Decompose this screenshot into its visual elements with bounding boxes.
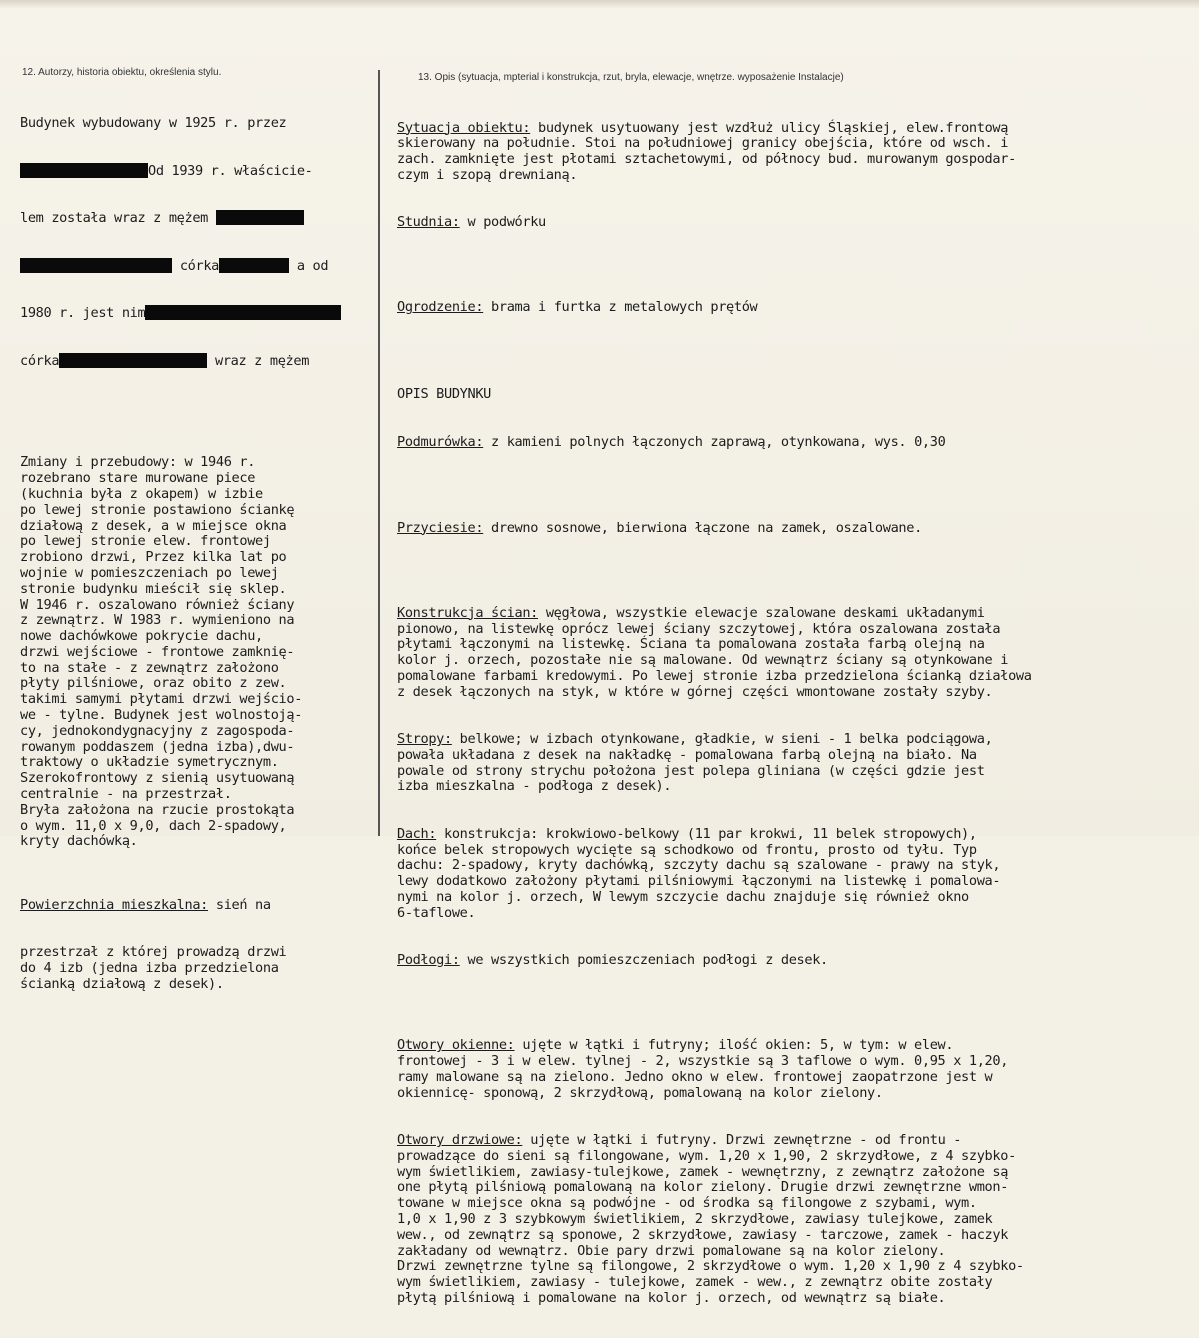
- doors-line: [397, 1196, 1199, 1212]
- changes-line-text: rowanym poddaszem (jedna izba),dwu-: [20, 738, 295, 755]
- changes-line: [20, 645, 375, 661]
- changes-line-text: W 1946 r. oszalowano również ściany: [20, 596, 295, 613]
- redaction-bar: [145, 305, 341, 320]
- doors-line: [397, 1165, 1199, 1181]
- well-label: Studnia:: [397, 214, 460, 231]
- authors-text: lem została wraz z mężem: [20, 210, 209, 227]
- changes-line: [20, 519, 375, 535]
- changes-line: [20, 740, 375, 756]
- column-divider: [378, 70, 380, 836]
- redaction-bar: [219, 258, 289, 273]
- roof-text: nymi na kolor j. orzech, W lewym szczycie dachu znajduje się również okno: [397, 889, 969, 906]
- changes-line-text: rozebrano stare murowane piece: [20, 470, 256, 487]
- doors-line: [397, 1149, 1199, 1165]
- roof-line: [397, 906, 1199, 922]
- roof-text: konstrukcja: krokwiowo-belkowy (11 par krokwi, 11 belek stropowych),: [436, 825, 977, 842]
- doors-line: [397, 1244, 1199, 1260]
- changes-line-text: drzwi wejściowe - frontowe zamknię-: [20, 643, 295, 660]
- ceilings-text: powale od strony strychu położona jest polepa gliniana (w części gdzie jest: [397, 762, 985, 779]
- walls-line: [397, 622, 1199, 638]
- area-label: Powierzchnia mieszkalna:: [20, 896, 209, 913]
- doors-text: płytą pilśniową i pomalowane na kolor j. orzech, od wewnątrz są białe.: [397, 1289, 946, 1306]
- redaction-bar: [59, 353, 207, 368]
- situation-section: [397, 121, 1199, 184]
- situation-text: skierowany na południe. Stoi na południowej granicy obejścia, które od wsch. i: [397, 135, 1009, 152]
- ceilings-section: [397, 732, 1199, 795]
- area-line-text: do 4 izb (jedna izba przedzielona: [20, 959, 279, 976]
- changes-line: [20, 755, 375, 771]
- authors-line: [20, 163, 375, 179]
- walls-text: z desek łączonych na styk, w które w górnej części wmontowane zostały szyby.: [397, 683, 993, 700]
- windows-section: [397, 1038, 1199, 1101]
- section-12-header: 12. Autorzy, historia obiektu, określenia stylu.: [22, 67, 222, 78]
- changes-line-text: zrobiono drzwi, Przez kilka lat po: [20, 549, 287, 566]
- changes-line: [20, 692, 375, 708]
- roof-line: [397, 890, 1199, 906]
- ceilings-line: [397, 748, 1199, 764]
- building-title: [397, 387, 1199, 403]
- changes-line-text: płyty pilśniowe, oraz obito z zew.: [20, 675, 287, 692]
- walls-text: kolor j. orzech, pozostałe nie są malowane. Od wewnątrz ściany są otynkowane i: [397, 652, 1009, 669]
- description-column: [397, 89, 1199, 1338]
- changes-line-text: Zmiany i przebudowy: w 1946 r.: [20, 454, 256, 471]
- authors-line: [20, 353, 375, 369]
- walls-section: [397, 606, 1199, 701]
- changes-line-text: cy, jednokondygnacyjny z zagospoda-: [20, 722, 295, 739]
- authors-text: córka: [179, 257, 220, 274]
- roof-text: końce belek stropowych wycięte są schodkowo od frontu, prosto od tyłu. Typ: [397, 841, 977, 858]
- area-line-text: ścianką działową z desek).: [20, 975, 224, 992]
- changes-line-text: centralnie - na przestrzał.: [20, 786, 232, 803]
- changes-paragraph: [20, 455, 375, 850]
- ceilings-line: [397, 732, 1199, 748]
- doors-text: ujęte w łątki i futryny. Drzwi zewnętrzne - od frontu -: [522, 1132, 962, 1148]
- authors-text: Budynek wybudowany w 1925 r. przez: [20, 114, 287, 131]
- sill-label: Przyciesie:: [397, 519, 484, 536]
- changes-line-text: z zewnątrz. W 1983 r. wymieniono na: [20, 612, 295, 629]
- doors-label: Otwory drzwiowe:: [397, 1132, 523, 1148]
- foundation-line: [397, 435, 1199, 451]
- doors-text: towane w miejsce okna są podwójne - od środka są filongowe z szybami, wym.: [397, 1195, 977, 1212]
- windows-text: ramy malowane są na zielono. Jedno okno w elew. frontowej zaopatrzone jest w: [397, 1068, 993, 1085]
- changes-line-text: we - tylne. Budynek jest wolnostoją-: [20, 707, 303, 724]
- authors-line: [20, 258, 375, 274]
- changes-line: [20, 708, 375, 724]
- changes-line-text: Bryła założona na rzucie prostokąta: [20, 801, 295, 818]
- walls-text: pionowo, na listewkę oprócz lewej ściany szczytowej, która oszalowana została: [397, 620, 1001, 637]
- changes-line: [20, 787, 375, 803]
- well-line: [397, 215, 1199, 231]
- changes-line: [20, 582, 375, 598]
- changes-line: [20, 834, 375, 850]
- authors-line: [20, 210, 375, 226]
- changes-line-text: wojnie w pomieszczeniach po lewej: [20, 564, 279, 581]
- area-line-text: przestrzał z której prowadzą drzwi: [20, 944, 287, 961]
- doors-line: [397, 1133, 1199, 1149]
- roof-section: [397, 827, 1199, 922]
- windows-text: frontowej - 3 i w elew. tylnej - 2, wszystkie są 3 taflowe o wym. 0,95 x 1,20,: [397, 1053, 1009, 1070]
- changes-line: [20, 550, 375, 566]
- fence-text: brama i furtka z metalowych prętów: [483, 299, 758, 316]
- windows-text: ujęte w łątki i futryny; ilość okien: 5, w tym: w elew.: [514, 1037, 954, 1054]
- doors-line: [397, 1180, 1199, 1196]
- doors-line: [397, 1275, 1199, 1291]
- roof-text: dachu: 2-spadowy, kryty dachówką, szczyty dachu są szalowane - prawy na styk,: [397, 857, 1001, 874]
- changes-line: [20, 598, 375, 614]
- situation-text: budynek usytuowany jest wzdłuż ulicy Śląskiej, elew.frontową: [530, 119, 1009, 136]
- doors-text: prowadzące do sieni są filongowane, wym. 1,20 x 1,90, 2 skrzydłowe, z 4 szybko-: [397, 1147, 1016, 1164]
- changes-line: [20, 676, 375, 692]
- changes-line: [20, 819, 375, 835]
- situation-label: Sytuacja obiektu:: [397, 119, 531, 136]
- roof-line: [397, 827, 1199, 843]
- changes-line-text: o wym. 11,0 x 9,0, dach 2-spadowy,: [20, 817, 287, 834]
- authors-text: Od 1939 r. właścicie-: [148, 162, 313, 179]
- situation-line: [397, 152, 1199, 168]
- changes-line-text: traktowy o układzie symetrycznym.: [20, 754, 279, 771]
- changes-line-text: po lewej stronie postawiono ściankę: [20, 501, 295, 518]
- situation-line: [397, 168, 1199, 184]
- doors-text: one płytą pilśniową pomalowaną na kolor zielony. Drugie drzwi zewnętrzne wmon-: [397, 1179, 1009, 1196]
- area-line: [20, 945, 375, 961]
- floors-text: we wszystkich pomieszczeniach podłogi z desek.: [459, 952, 828, 969]
- sill-line: [397, 521, 1199, 537]
- authors-line: [20, 116, 375, 132]
- ceilings-text: powała układana z desek na nakładkę - pomalowana farbą olejną na biało. Na: [397, 746, 977, 763]
- roof-line: [397, 858, 1199, 874]
- building-title-text: OPIS BUDYNKU: [397, 386, 492, 403]
- changes-line: [20, 613, 375, 629]
- fence-line: [397, 300, 1199, 316]
- walls-text: pomalowane farbami kredowymi. Po lewej stronie izba przedzielona ścianką działowa: [397, 667, 1032, 684]
- changes-line: [20, 771, 375, 787]
- ceilings-label: Stropy:: [397, 731, 452, 748]
- changes-line-text: kryty dachówką.: [20, 833, 138, 850]
- authors-text: córka: [20, 352, 60, 369]
- windows-label: Otwory okienne:: [397, 1037, 515, 1054]
- page-fold: [0, 0, 1199, 8]
- redaction-bar: [216, 210, 304, 225]
- walls-line: [397, 653, 1199, 669]
- doors-line: [397, 1259, 1199, 1275]
- area-paragraph: [20, 945, 375, 992]
- authors-text: 1980 r. jest nim: [20, 305, 146, 322]
- area-line: [20, 898, 375, 914]
- authors-line: [20, 305, 375, 321]
- fence-label: Ogrodzenie:: [397, 299, 484, 316]
- roof-line: [397, 874, 1199, 890]
- changes-line: [20, 661, 375, 677]
- floors-label: Podłogi:: [397, 952, 460, 969]
- walls-label: Konstrukcja ścian:: [397, 604, 539, 621]
- ceilings-text: belkowe; w izbach otynkowane, gładkie, w sieni - 1 belka podciągowa,: [451, 731, 993, 748]
- authors-text: a od: [296, 257, 329, 274]
- walls-line: [397, 685, 1199, 701]
- changes-line: [20, 629, 375, 645]
- doors-text: wym świetlikiem, zawiasy - tulejkowe, zamek - wew., z zewnątrz obite zostały: [397, 1274, 993, 1291]
- doors-text: Drzwi zewnętrzne tylne są filongowe, 2 skrzydłowe o wym. 1,20 x 1,90 z 4 szybko-: [397, 1258, 1024, 1275]
- windows-text: okiennicę- sponową, 2 skrzydłową, pomalowaną na kolor zielony.: [397, 1084, 883, 1101]
- doors-text: zakładany od wewnątrz. Obie pary drzwi pomalowane są na kolor zielony.: [397, 1242, 946, 1259]
- windows-line: [397, 1086, 1199, 1102]
- walls-line: [397, 669, 1199, 685]
- doors-text: wym świetlikiem, zawiasy-tulejkowe, zamek - wewnętrzny, z zewnątrz założone są: [397, 1163, 1009, 1180]
- changes-line-text: to na stałe - z zewnątrz założono: [20, 659, 279, 676]
- doors-text: 1,0 x 1,90 z 3 szybkowym świetlikiem, 2 skrzydłowe, zawiasy tulejkowe, zamek: [397, 1210, 993, 1227]
- floors-line: [397, 953, 1199, 969]
- changes-line-text: po lewej stronie elew. frontowej: [20, 533, 271, 550]
- roof-label: Dach:: [397, 825, 437, 842]
- changes-line: [20, 503, 375, 519]
- history-column: [20, 84, 375, 1024]
- changes-line: [20, 534, 375, 550]
- roof-line: [397, 843, 1199, 859]
- area-text: sień na: [208, 896, 271, 913]
- walls-line: [397, 637, 1199, 653]
- ceilings-line: [397, 764, 1199, 780]
- changes-line: [20, 455, 375, 471]
- doors-section: [397, 1133, 1199, 1307]
- redaction-bar: [20, 258, 172, 273]
- doors-line: [397, 1212, 1199, 1228]
- changes-line-text: działową z desek, a w miejsce okna: [20, 517, 287, 534]
- authors-text: wraz z mężem: [215, 352, 310, 369]
- doors-text: wew., od zewnątrz są sponowe, 2 skrzydłowe, zawiasy - tarczowe, zamek - haczyk: [397, 1226, 1009, 1243]
- area-line: [20, 961, 375, 977]
- sill-text: drewno sosnowe, bierwiona łączone na zamek, oszalowane.: [483, 519, 922, 536]
- doors-line: [397, 1291, 1199, 1307]
- doors-line: [397, 1228, 1199, 1244]
- changes-line-text: (kuchnia była z okapem) w izbie: [20, 485, 263, 502]
- situation-line: [397, 121, 1199, 137]
- ceilings-text: izba mieszkalna - podłoga z desek).: [397, 778, 672, 795]
- walls-text: płytami łączonymi na listewkę. Ściana ta pomalowana została farbą olejną na: [397, 636, 985, 653]
- changes-line-text: takimi samymi płytami drzwi wejścio-: [20, 691, 303, 708]
- foundation-text: z kamieni polnych łączonych zaprawą, otynkowana, wys. 0,30: [483, 433, 946, 450]
- changes-line-text: Szerokofrontowy z sienią usytuowaną: [20, 770, 295, 787]
- changes-line: [20, 803, 375, 819]
- roof-text: 6-taflowe.: [397, 904, 476, 921]
- changes-line: [20, 724, 375, 740]
- windows-line: [397, 1054, 1199, 1070]
- situation-text: czym i szopą drewnianą.: [397, 166, 578, 183]
- walls-text: węgłowa, wszystkie elewacje szalowane deskami układanymi: [538, 604, 985, 621]
- foundation-label: Podmurówka:: [397, 433, 484, 450]
- changes-line: [20, 471, 375, 487]
- walls-line: [397, 606, 1199, 622]
- situation-line: [397, 136, 1199, 152]
- situation-text: zach. zamknięte jest płotami sztachetowymi, od północy bud. murowanym gospodar-: [397, 151, 1016, 168]
- roof-text: lewy dodatkowo założony płytami pilśniowymi łączonymi na listewkę i pomalowa-: [397, 873, 1001, 890]
- changes-line: [20, 566, 375, 582]
- ceilings-line: [397, 779, 1199, 795]
- windows-line: [397, 1070, 1199, 1086]
- windows-line: [397, 1038, 1199, 1054]
- section-13-header: 13. Opis (sytuacja, mpterial i konstrukcja, rzut, bryla, elewacje, wnętrze. wyposażenie Instalacje): [418, 72, 844, 83]
- changes-line-text: nowe dachówkowe pokrycie dachu,: [20, 628, 263, 645]
- area-line: [20, 977, 375, 993]
- redaction-bar: [20, 163, 148, 178]
- changes-line-text: stronie budynku mieścił się sklep.: [20, 580, 287, 597]
- changes-line: [20, 487, 375, 503]
- well-text: w podwórku: [459, 214, 546, 231]
